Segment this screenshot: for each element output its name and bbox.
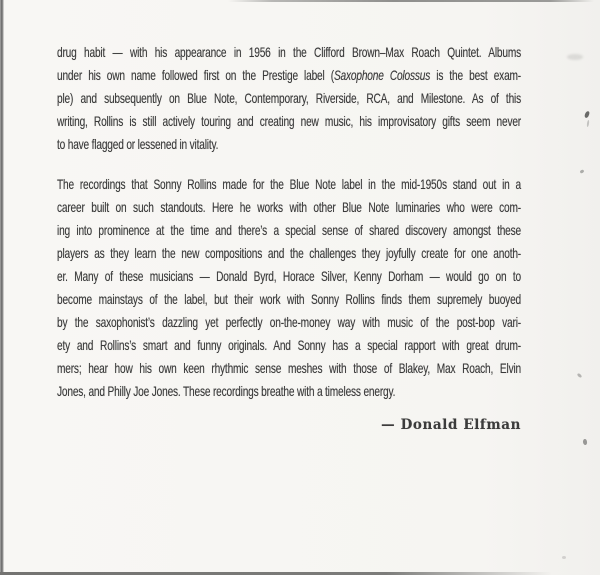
text-segment: under his own name followed first on the Prestige label ( — [57, 67, 334, 83]
text-line: to have flagged or lessened in vitality. — [57, 136, 219, 152]
paragraph-1 — [57, 41, 521, 156]
text-line: career built on such standouts. Here he works with other Blue Note luminaries who were com- — [57, 199, 521, 215]
scan-edge-top — [228, 0, 594, 2]
text-line: ing into prominence at the time and there’s a special sense of shared discovery amongst these — [57, 222, 521, 238]
text-line: er. Many of these musicians — Donald Byrd, Horace Silver, Kenny Dorham — would go on to — [57, 268, 521, 284]
scan-speck — [577, 373, 583, 379]
text-line: ple) and subsequently on Blue Note, Contemporary, Riverside, RCA, and Milestone. As of this — [57, 90, 521, 106]
byline-author: — Donald Elfman — [381, 417, 521, 433]
text-line — [57, 64, 521, 87]
scan-speck — [562, 556, 566, 559]
scan-speck — [580, 169, 585, 174]
text-segment: is the best exam- — [430, 67, 521, 83]
text-line: by the saxophonist’s dazzling yet perfectly on-the-money way with music of the post-bop vari- — [57, 314, 521, 330]
scan-speck — [583, 439, 588, 446]
liner-notes-text — [57, 41, 521, 403]
scan-speck — [567, 54, 583, 60]
text-line: writing, Rollins is still actively touring and creating new music, his improvisatory gifts seem never — [57, 113, 521, 129]
text-line: The recordings that Sonny Rollins made for the Blue Note label in the mid-1950s stand out in a — [57, 176, 521, 192]
text-line: Jones, and Philly Joe Jones. These recordings breathe with a timeless energy. — [57, 383, 396, 399]
text-line: mers; hear how his own keen rhythmic sense meshes with those of Blakey, Max Roach, Elvin — [57, 360, 521, 376]
text-line: become mainstays of the label, but their work with Sonny Rollins finds them supremely buoyed — [57, 291, 521, 307]
paragraph-2 — [57, 173, 521, 403]
scan-edge-left — [0, 0, 4, 575]
text-line: drug habit — with his appearance in 1956 in the Clifford Brown–Max Roach Quintet. Albums — [57, 44, 521, 60]
scan-edge-bottom — [0, 572, 552, 575]
text-line: players as they learn the new compositions and the challenges they joyfully create for one anoth- — [57, 245, 521, 261]
album-title-italic: Saxophone Colossus — [333, 67, 431, 83]
text-line: ety and Rollins’s smart and funny originals. And Sonny has a special rapport with great drum- — [57, 337, 521, 353]
scan-speck — [587, 120, 590, 127]
scan-speck — [584, 111, 590, 119]
